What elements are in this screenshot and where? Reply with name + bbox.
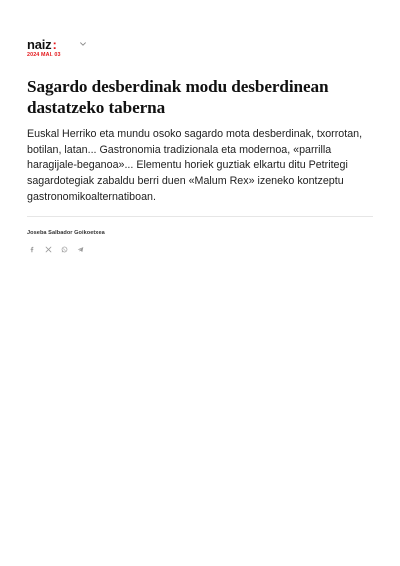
logo-colon: : [52, 37, 57, 52]
x-icon[interactable] [45, 246, 52, 253]
logo-text: naiz [27, 37, 52, 52]
masthead [27, 38, 373, 62]
publication-date: 2024 MAI. 03 [27, 52, 61, 58]
telegram-icon[interactable] [77, 246, 84, 253]
article-page [27, 38, 373, 253]
facebook-icon[interactable] [29, 246, 36, 253]
article-author[interactable]: Joseba Salbador Goikoetxea [27, 229, 105, 236]
chevron-down-icon[interactable] [79, 40, 87, 48]
site-logo[interactable] [27, 38, 71, 51]
article-lead: Euskal Herriko eta mundu osoko sagardo mota desberdinak, txorrotan, botilan, latan... Gastronomia tradizionala eta modernoa, «parrilla haragijale-beganoa»... Elementu horiek guztiak elkartu ditu Petritegi sagardotegiak zabaldu berri duen «Malum Rex» izeneko kontzeptu gastronomikoalternatiboan. [27, 128, 363, 203]
whatsapp-icon[interactable] [61, 246, 68, 253]
divider [27, 216, 373, 217]
logo-block[interactable] [27, 38, 71, 59]
share-bar [27, 246, 373, 253]
article-title: Sagardo desberdinak modu desberdinean dastatzeko taberna [27, 77, 329, 117]
